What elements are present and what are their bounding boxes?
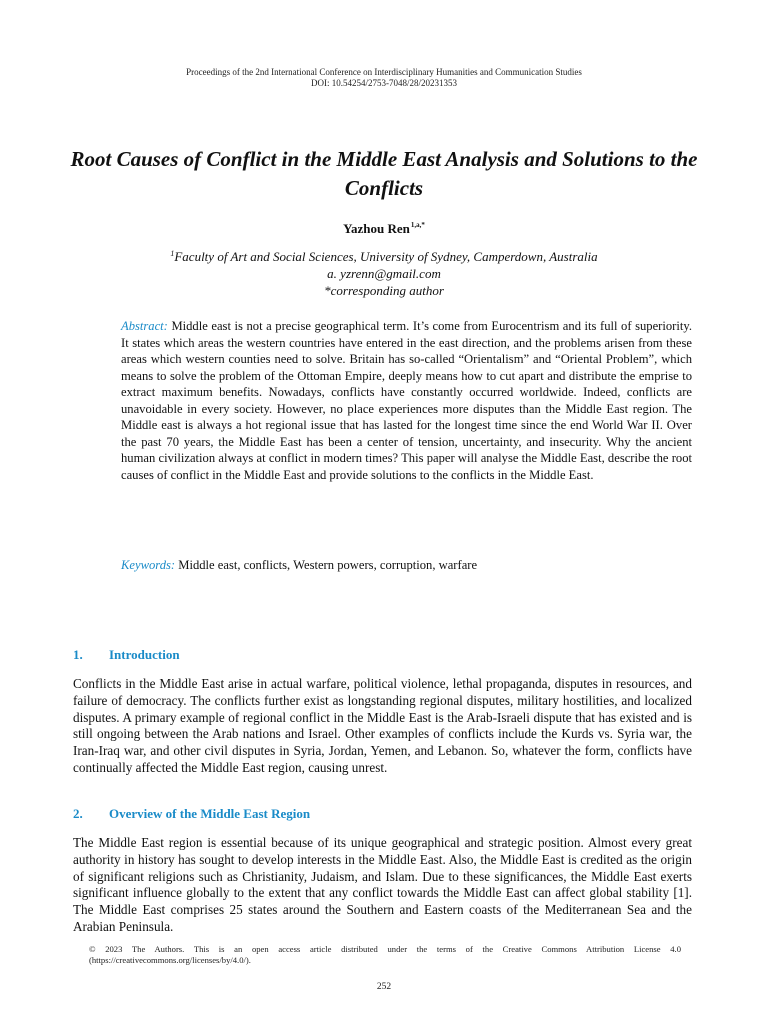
author-name: Yazhou Ren <box>343 221 410 236</box>
section-heading-introduction <box>73 647 180 663</box>
keywords-text: Middle east, conflicts, Western powers, corruption, warfare <box>178 558 478 572</box>
abstract-label: Abstract: <box>121 319 168 333</box>
paper-title: Root Causes of Conflict in the Middle East Analysis and Solutions to the Conflicts <box>70 147 698 200</box>
affiliation-block <box>0 245 768 299</box>
affiliation-text: Faculty of Art and Social Sciences, University of Sydney, Camperdown, Australia <box>174 249 598 264</box>
affiliation-superscript: 1 <box>170 249 175 258</box>
section-title: Introduction <box>109 647 180 662</box>
keywords <box>121 557 692 574</box>
section-title: Overview of the Middle East Region <box>109 806 311 821</box>
author-superscript: 1,a,* <box>410 221 425 229</box>
section-number: 1. <box>73 647 83 662</box>
keywords-label: Keywords: <box>121 558 176 572</box>
abstract-text: Middle east is not a precise geographical term. It’s come from Eurocentrism and its full of superiority. It states which areas the western countries have entered in the east direction, and the problems arisen from these areas which western counties need to solve. Britain has so-called “Orientalism” and “Oriental Problem”, which means to solve the problem of the Ottoman Empire, deeply means how to cut apart and distribute the emprise to extract maximum benefits. Nowadays, conflicts have constantly occurred worldwide. Indeed, conflicts are unavoidable in every society. However, no place experiences more disputes than the Middle East region. The Middle east is always a hot regional issue that has lasted for the longest time since the end World War II. Over the past 70 years, the Middle East has been a center of tension, uncertainty, and insecurity. Why the ancient human civilization always at conflict in modern times? This paper will analyse the Middle East, describe the root causes of conflict in the Middle East and provide solutions to the conflicts in the Middle East. <box>121 319 692 482</box>
conference-name: Proceedings of the 2nd International Conference on Interdisciplinary Humanities and Communication Studies <box>186 67 582 77</box>
section-body-introduction: Conflicts in the Middle East arise in actual warfare, political violence, lethal propaganda, disputes in resources, and failure of democracy. The conflicts further exist as longstanding regional disputes, military hostilities, and localized disputes. A primary example of regional conflict in the Middle East is the Arab-Israeli dispute that has existed and is still ongoing between the Arab nations and Israel. Other examples of conflicts include the Kurds vs. Syria war, the Iran-Iraq war, and other civil disputes in Syria, Jordan, Yemen, and Lebanon. So, whatever the form, conflicts have continually affected the Middle East region, causing unrest. <box>73 676 692 775</box>
section-heading-overview <box>73 806 310 822</box>
license-footnote: © 2023 The Authors. This is an open access article distributed under the terms of the Creative Commons Attribution License 4.0 (https://creativecommons.org/licenses/by/4.0/). <box>89 944 681 965</box>
author <box>0 221 768 237</box>
author-email: a. yzrenn@gmail.com <box>327 266 441 281</box>
running-header <box>0 67 768 89</box>
affiliation-line <box>0 245 768 265</box>
page-number: 252 <box>376 982 392 992</box>
doi: DOI: 10.54254/2753-7048/28/20231353 <box>311 78 457 88</box>
section-body-overview: The Middle East region is essential because of its unique geographical and strategic position. Almost every great authority in history has sought to develop interests in the Middle East. Also, the Middle East is credited as the origin of significant religions such as Christianity, Judaism, and Islam. Due to these significances, the Middle East exerts significant influence globally to the extent that any conflict towards the Middle East can affect global stability [1]. The Middle East comprises 25 states around the Southern and Eastern coasts of the Mediterranean Sea and the Arabian Peninsula. <box>73 835 692 934</box>
corresponding-note: *corresponding author <box>324 283 444 298</box>
abstract <box>121 318 692 483</box>
section-number: 2. <box>73 806 83 821</box>
